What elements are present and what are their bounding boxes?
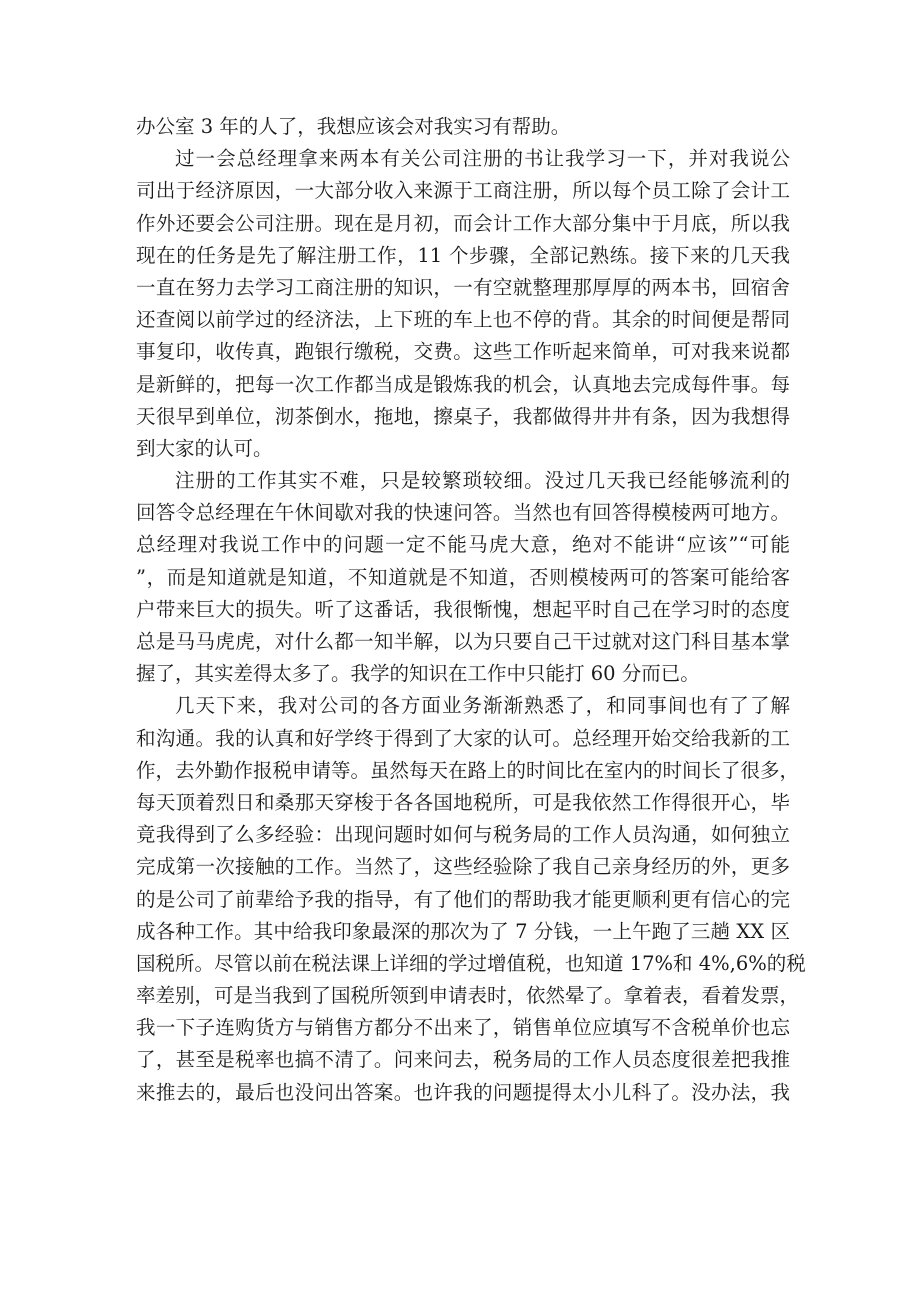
- paragraph: [136, 111, 790, 143]
- document-body: [136, 111, 806, 1109]
- text-line: 的是公司了前辈给予我的指导，有了他们的帮助我才能更顺利更有信心的完: [136, 887, 790, 911]
- text-line: 一直在努力去学习工商注册的知识，一有空就整理那厚厚的两本书，回宿舍: [136, 275, 790, 299]
- text-line: 司出于经济原因，一大部分收入来源于工商注册，所以每个员工除了会计工: [136, 179, 790, 203]
- paragraph: [136, 690, 806, 1108]
- text-line: 国税所。尽管以前在税法课上详细的学过增值税，也知道 17%和 4%,6%的税: [136, 951, 806, 975]
- text-line: 户带来巨大的损失。听了这番话，我很惭愧，想起平时自己在学习时的态度: [136, 597, 790, 621]
- text-line: 几天下来，我对公司的各方面业务渐渐熟悉了，和同事间也有了了解: [175, 694, 790, 718]
- text-line: 和沟通。我的认真和好学终于得到了大家的认可。总经理开始交给我新的工: [136, 726, 790, 750]
- text-line: 竟我得到了么多经验：出现问题时如何与税务局的工作人员沟通，如何独立: [136, 823, 790, 847]
- text-line: 每天顶着烈日和桑那天穿梭于各各国地税所，可是我依然工作得很开心，毕: [136, 790, 790, 814]
- text-line: 完成第一次接触的工作。当然了，这些经验除了我自己亲身经历的外，更多: [136, 855, 790, 879]
- text-line: 注册的工作其实不难，只是较繁琐较细。没过几天我已经能够流利的: [175, 469, 790, 493]
- paragraph: [136, 143, 790, 465]
- text-line: 还查阅以前学过的经济法，上下班的车上也不停的背。其余的时间便是帮同: [136, 308, 790, 332]
- text-line: 成各种工作。其中给我印象最深的那次为了 7 分钱，一上午跑了三趟 XX 区: [136, 919, 790, 943]
- text-line: 事复印，收传真，跑银行缴税，交费。这些工作听起来简单，可对我来说都: [136, 340, 790, 364]
- text-line: 过一会总经理拿来两本有关公司注册的书让我学习一下，并对我说公: [175, 147, 790, 171]
- text-line: 作外还要会公司注册。现在是月初，而会计工作大部分集中于月底，所以我: [136, 211, 790, 235]
- text-line: 回答令总经理在午休间歇对我的快速问答。当然也有回答得模棱两可地方。: [136, 501, 790, 525]
- text-line: 作，去外勤作报税申请等。虽然每天在路上的时间比在室内的时间长了很多，: [136, 758, 800, 782]
- text-line: 握了，其实差得太多了。我学的知识在工作中只能打 60 分而已。: [136, 662, 700, 686]
- text-line: 天很早到单位，沏茶倒水，拖地，擦桌子，我都做得井井有条，因为我想得: [136, 404, 790, 428]
- text-line: 总是马马虎虎，对什么都一知半解，以为只要自己干过就对这门科目基本掌: [136, 630, 790, 653]
- text-line: 办公室 3 年的人了，我想应该会对我实习有帮助。: [136, 115, 571, 138]
- text-line: 到大家的认可。: [136, 436, 273, 460]
- paragraph: [136, 465, 790, 690]
- text-line: 是新鲜的，把每一次工作都当成是锻炼我的机会，认真地去完成每件事。每: [136, 372, 790, 396]
- text-line: 率差别，可是当我到了国税所领到申请表时，依然晕了。拿着表，看着发票，: [136, 984, 800, 1008]
- text-line: ”，而是知道就是知道，不知道就是不知道，否则模棱两可的答案可能给客: [136, 565, 790, 589]
- text-line: 来推去的，最后也没问出答案。也许我的问题提得太小儿科了。没办法，我: [136, 1080, 790, 1104]
- text-line: 了，甚至是税率也搞不清了。问来问去，税务局的工作人员态度很差把我推: [136, 1048, 790, 1072]
- text-line: 总经理对我说工作中的问题一定不能马虎大意，绝对不能讲“应该”“可能: [136, 533, 790, 557]
- text-line: 现在的任务是先了解注册工作，11 个步骤，全部记熟练。接下来的几天我: [136, 243, 790, 267]
- text-line: 我一下子连购货方与销售方都分不出来了，销售单位应填写不含税单价也忘: [136, 1016, 790, 1040]
